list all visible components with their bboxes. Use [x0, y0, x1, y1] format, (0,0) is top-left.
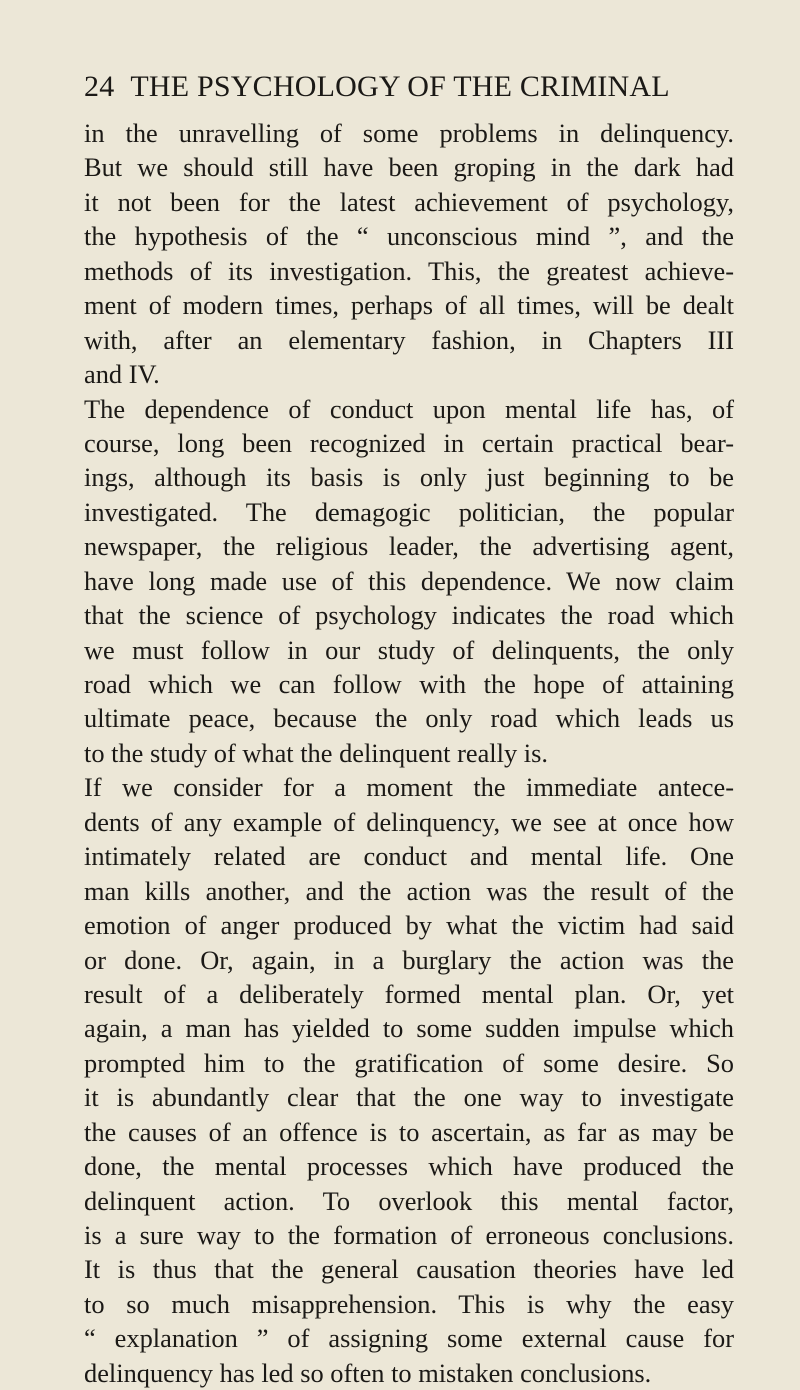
text-line: it not been for the latest achievement of psychology, [84, 186, 734, 217]
text-line: delinquency has led so often to mistaken conclusions. [84, 1357, 652, 1388]
text-line: it is abundantly clear that the one way to investigate [84, 1082, 734, 1113]
text-line: ultimate peace, because the only road which leads us [84, 703, 734, 734]
text-line: result of a deliberately formed mental plan. Or, yet [84, 978, 734, 1009]
running-head [84, 70, 734, 104]
body-text [84, 116, 734, 1390]
text-line: is a sure way to the formation of erroneous conclusions. [84, 1220, 734, 1250]
text-line: ings, although its basis is only just beginning to be [84, 462, 734, 493]
text-line: intimately related are conduct and mental life. One [84, 841, 734, 872]
text-line: methods of its investigation. This, the greatest achieve- [84, 255, 734, 286]
text-line: to the study of what the delinquent really is. [84, 737, 548, 768]
text-line: It is thus that the general causation theories have led [84, 1254, 734, 1285]
text-line: road which we can follow with the hope of attaining [84, 669, 734, 699]
text-line: delinquent action. To overlook this mental factor, [84, 1185, 734, 1216]
text-line: done, the mental processes which have produced the [84, 1151, 734, 1182]
text-line: The dependence of conduct upon mental life has, of [84, 393, 734, 424]
text-line: in the unravelling of some problems in delinquency. [84, 118, 734, 148]
text-line: that the science of psychology indicates the road which [84, 600, 734, 631]
text-line: investigated. The demagogic politician, the popular [84, 496, 734, 527]
text-line: prompted him to the gratification of some desire. So [84, 1047, 734, 1078]
text-line: the causes of an offence is to ascertain, as far as may be [84, 1116, 734, 1147]
text-line: man kills another, and the action was the result of the [84, 875, 734, 906]
text-line: ment of modern times, perhaps of all times, will be dealt [84, 290, 734, 321]
text-line: or done. Or, again, in a burglary the action was the [84, 944, 734, 975]
text-line: with, after an elementary fashion, in Chapters III [84, 324, 734, 355]
text-line: to so much misapprehension. This is why the easy [84, 1288, 734, 1319]
text-line: emotion of anger produced by what the victim had said [84, 910, 734, 941]
text-line: again, a man has yielded to some sudden impulse which [84, 1013, 734, 1044]
text-line: But we should still have been groping in the dark had [84, 152, 734, 183]
text-line: and IV. [84, 359, 160, 390]
text-line: If we consider for a moment the immediate antece- [84, 772, 734, 803]
running-title: THE PSYCHOLOGY OF THE CRIMINAL [130, 70, 670, 103]
text-line: course, long been recognized in certain practical bear- [84, 427, 734, 458]
text-line: have long made use of this dependence. We now claim [84, 565, 734, 596]
text-line: we must follow in our study of delinquents, the only [84, 634, 734, 665]
text-line: the hypothesis of the “ unconscious mind ”, and the [84, 221, 734, 252]
text-line: newspaper, the religious leader, the advertising agent, [84, 531, 734, 562]
text-line: “ explanation ” of assigning some external cause for [84, 1323, 734, 1354]
text-line: dents of any example of delinquency, we see at once how [84, 806, 734, 837]
page-number: 24 [84, 70, 115, 103]
